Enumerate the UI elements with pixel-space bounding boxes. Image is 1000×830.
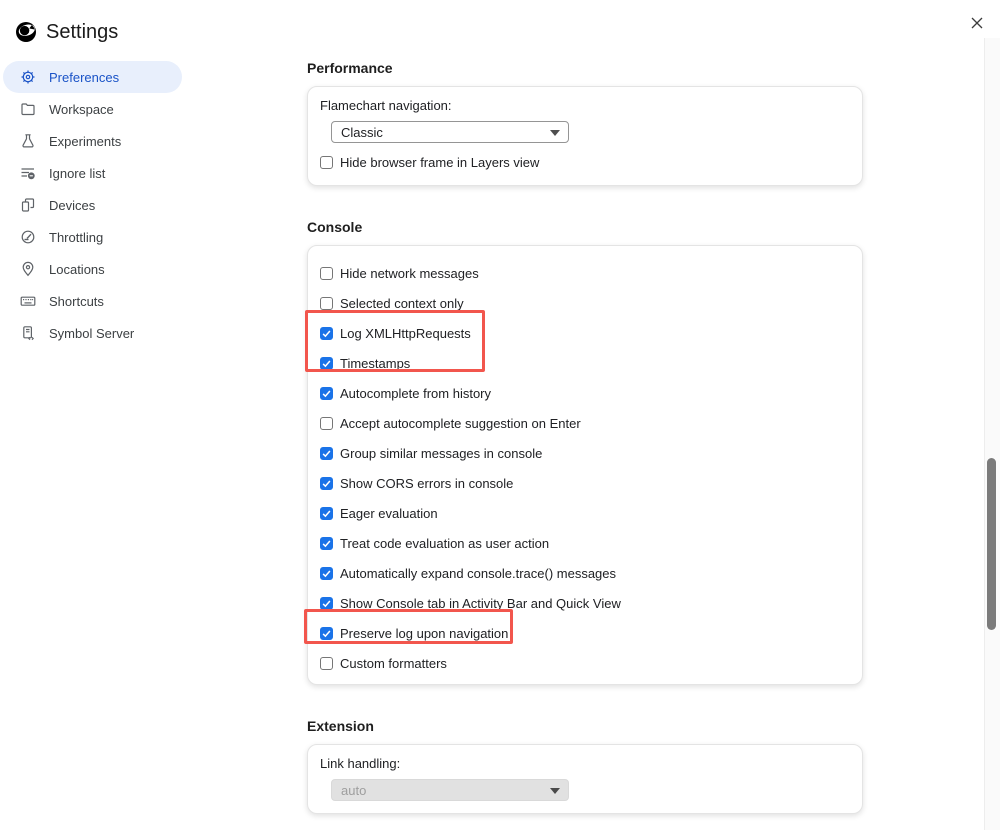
checkbox-box: [320, 567, 333, 580]
link-handling-label: Link handling:: [320, 756, 401, 771]
chevron-down-icon: [550, 130, 560, 136]
section-heading-console: Console: [307, 219, 363, 235]
page-title: Settings: [46, 21, 119, 43]
checkbox-accept-autocomplete-on-enter[interactable]: [320, 408, 850, 438]
link-handling-select: [331, 779, 569, 801]
checkbox-treat-code-eval-user-action[interactable]: [320, 528, 850, 558]
checkbox-preserve-log[interactable]: [320, 618, 850, 648]
checkbox-custom-formatters[interactable]: [320, 648, 850, 678]
sidebar-item-devices[interactable]: [3, 189, 182, 221]
server-icon: [20, 325, 36, 341]
checkbox-box: [320, 627, 333, 640]
checkbox-box: [320, 387, 333, 400]
checkbox-box: [320, 156, 333, 169]
checkbox-box: [320, 327, 333, 340]
extension-card: [307, 744, 863, 814]
scrollbar-track[interactable]: [984, 38, 1000, 830]
ignore-list-icon: [20, 165, 36, 181]
checkbox-box: [320, 267, 333, 280]
sidebar-item-experiments[interactable]: [3, 125, 182, 157]
flask-icon: [20, 133, 36, 149]
keyboard-icon: [20, 293, 36, 309]
close-icon[interactable]: [964, 10, 990, 36]
checkbox-label: Autocomplete from history: [340, 385, 492, 401]
checkbox-label: Timestamps: [340, 355, 411, 371]
checkbox-label: Hide network messages: [340, 265, 479, 281]
checkbox-label: Accept autocomplete suggestion on Enter: [340, 415, 581, 431]
checkbox-box: [320, 477, 333, 490]
checkbox-box: [320, 657, 333, 670]
checkbox-box: [320, 417, 333, 430]
edge-logo: [14, 20, 38, 44]
checkbox-selected-context-only[interactable]: [320, 288, 850, 318]
sidebar-item-label: Symbol Server: [49, 325, 135, 341]
checkbox-box: [320, 507, 333, 520]
flamechart-navigation-label: Flamechart navigation:: [320, 98, 452, 113]
gear-icon: [20, 69, 36, 85]
link-handling-value: auto: [341, 782, 367, 798]
sidebar-item-symbol-server[interactable]: [3, 317, 182, 349]
checkbox-label: Automatically expand console.trace() messages: [340, 565, 617, 581]
sidebar-item-label: Devices: [49, 197, 96, 213]
checkbox-label: Treat code evaluation as user action: [340, 535, 550, 551]
checkbox-autocomplete-from-history[interactable]: [320, 378, 850, 408]
pin-icon: [20, 261, 36, 277]
sidebar-item-label: Shortcuts: [49, 293, 104, 309]
checkbox-show-console-tab[interactable]: [320, 588, 850, 618]
performance-card: [307, 86, 863, 186]
checkbox-eager-evaluation[interactable]: [320, 498, 850, 528]
checkbox-box: [320, 537, 333, 550]
flamechart-navigation-select[interactable]: [331, 121, 569, 143]
sidebar-item-label: Ignore list: [49, 165, 106, 181]
checkbox-log-xmlhttprequests[interactable]: [320, 318, 850, 348]
checkbox-label: Custom formatters: [340, 655, 447, 671]
checkbox-hide-browser-frame[interactable]: [320, 147, 850, 177]
section-heading-performance: Performance: [307, 60, 393, 76]
checkbox-box: [320, 447, 333, 460]
checkbox-label: Hide browser frame in Layers view: [340, 154, 540, 170]
scrollbar-thumb[interactable]: [987, 458, 996, 630]
sidebar-item-throttling[interactable]: [3, 221, 182, 253]
checkbox-label: Selected context only: [340, 295, 464, 311]
checkbox-label: Show Console tab in Activity Bar and Quick View: [340, 595, 621, 611]
checkbox-box: [320, 357, 333, 370]
sidebar-item-label: Throttling: [49, 229, 104, 245]
checkbox-hide-network-messages[interactable]: [320, 258, 850, 288]
checkbox-expand-console-trace[interactable]: [320, 558, 850, 588]
flamechart-navigation-value: Classic: [341, 124, 383, 140]
folder-icon: [20, 101, 36, 117]
chevron-down-icon: [550, 788, 560, 794]
gauge-icon: [20, 229, 36, 245]
checkbox-label: Log XMLHttpRequests: [340, 325, 471, 341]
checkbox-label: Preserve log upon navigation: [340, 625, 509, 641]
checkbox-label: Eager evaluation: [340, 505, 438, 521]
settings-content: [307, 0, 863, 814]
sidebar-item-label: Experiments: [49, 133, 122, 149]
checkbox-timestamps[interactable]: [320, 348, 850, 378]
sidebar-item-label: Workspace: [49, 101, 114, 117]
checkbox-label: Show CORS errors in console: [340, 475, 514, 491]
sidebar-item-label: Preferences: [49, 69, 120, 85]
checkbox-box: [320, 297, 333, 310]
console-card: [307, 245, 863, 685]
sidebar-item-label: Locations: [49, 261, 105, 277]
sidebar-item-locations[interactable]: [3, 253, 182, 285]
sidebar-item-workspace[interactable]: [3, 93, 182, 125]
section-heading-extension: Extension: [307, 718, 374, 734]
sidebar-item-ignore-list[interactable]: [3, 157, 182, 189]
sidebar-item-preferences[interactable]: [3, 61, 182, 93]
settings-sidebar: [0, 61, 185, 349]
checkbox-box: [320, 597, 333, 610]
checkbox-show-cors-errors[interactable]: [320, 468, 850, 498]
sidebar-item-shortcuts[interactable]: [3, 285, 182, 317]
devices-icon: [20, 197, 36, 213]
checkbox-group-similar-messages[interactable]: [320, 438, 850, 468]
checkbox-label: Group similar messages in console: [340, 445, 543, 461]
